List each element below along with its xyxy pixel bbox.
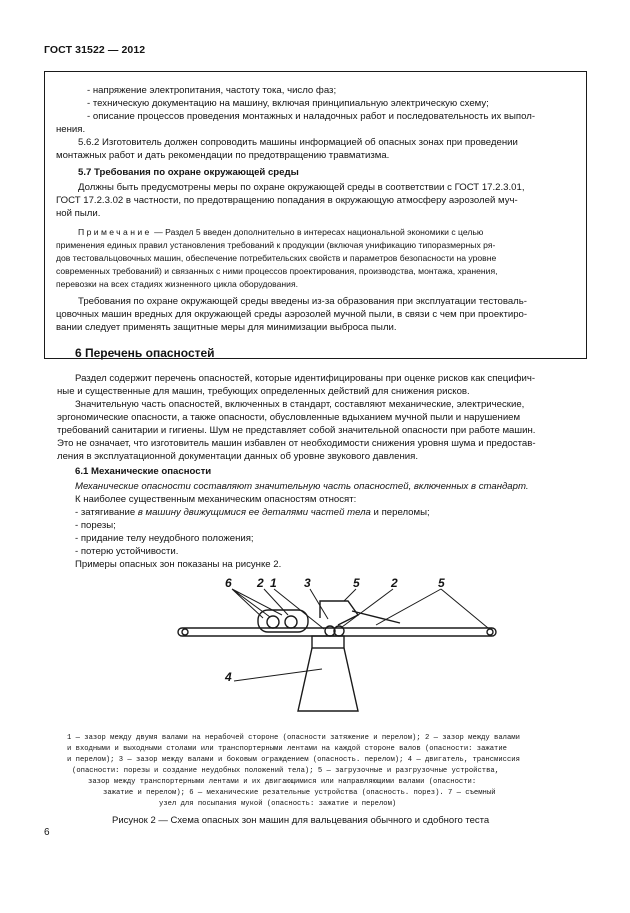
note-label: Примечание: [78, 227, 152, 237]
section-6-title: 6 Перечень опасностей: [75, 346, 215, 360]
leader-line-5: [344, 589, 356, 601]
leader-line-3: [310, 589, 328, 619]
note-line: дов тестовальцовочных машин, обеспечение потребительских свойств и параметров безопасности на уровне: [56, 253, 497, 263]
paragraph: Значительную часть опасностей, включенных в стандарт, составляют механические, электрические,: [75, 399, 525, 410]
clause-5-7-heading: 5.7 Требования по охране окружающей среды: [78, 167, 299, 178]
conveyor-roller-icon: [487, 629, 493, 635]
list-item-emphasis: в машину движущимися ее деталями частей тела: [137, 507, 371, 518]
list-item-text: - затягивание: [75, 507, 138, 518]
subsection-6-1-heading: 6.1 Механические опасности: [75, 466, 212, 477]
list-item: - потерю устойчивости.: [75, 546, 179, 557]
base-neck: [312, 636, 344, 648]
figure-reference: Примеры опасных зон показаны на рисунке 2.: [75, 559, 282, 570]
paragraph: Раздел содержит перечень опасностей, которые идентифицированы при оценке рисков как специфич-: [75, 373, 536, 384]
figure-legend-line: зажатие и перелом); 6 — механические резательные устройства (опасность. порез). 7 — съемный: [103, 789, 496, 797]
conveyor-table: [178, 628, 496, 636]
figure-legend-line: (опасности: порезы и создание неудобных положений тела); 5 — загрузочные и разгрузочные устройства,: [72, 767, 500, 775]
diagram-label: 2: [257, 576, 264, 590]
figure-legend-line: зазор между транспортерными лентами и их двигающимися или направляющими валами (опасности:: [88, 778, 477, 786]
feed-hopper: [320, 601, 358, 625]
motor-housing: [298, 648, 358, 711]
list-item: - порезы;: [75, 520, 116, 531]
paragraph: требований санитарии и гигиены. Шум не представляет собой значительной опасности при работе машин.: [57, 425, 536, 436]
clause-5-7-text: ной пыли.: [56, 208, 101, 219]
note-line: перевозки на всех стадиях жизненного цикла оборудования.: [56, 279, 299, 289]
figure-legend-line: и входными и выходными столами или транспортерными лентами на каждой стороне валов (опасности: зажатие: [67, 745, 507, 753]
diagram-label: 5: [353, 576, 360, 590]
list-item: - придание телу неудобного положения;: [75, 533, 254, 544]
page-number: 6: [44, 827, 50, 838]
note-line: применения единых правил установления требований к продукции (включая унификацию типоразмерных ря-: [56, 240, 496, 250]
list-item-text: и переломы;: [370, 507, 430, 518]
list-item: [75, 507, 430, 519]
paragraph: ления в эксплуатационной документации данных об уровне звукового давления.: [57, 451, 418, 462]
env-text: вании следует применять защитные меры для минимизации выброса пыли.: [56, 322, 397, 333]
diagram-label: 4: [225, 670, 232, 684]
leader-line-6: [232, 589, 282, 618]
env-text: Требования по охране окружающей среды введены из-за образования при эксплуатации тестоваль-: [78, 296, 527, 307]
paragraph: эргономические опасности, а также опасности, обусловленные вдыханием мучной пыли и нарушением: [57, 412, 521, 423]
diagram-label: 6: [225, 576, 232, 590]
figure-title: Рисунок 2 — Схема опасных зон машин для вальцевания обычного и сдобного теста: [112, 815, 490, 826]
clause-5-7-text: Должны быть предусмотрены меры по охране окружающей среды в соответствии с ГОСТ 17.2.3.01,: [78, 182, 525, 193]
figure-legend-line: и перелом); 3 — зазор между валами и боковым ограждением (опасность. перелом); 4 — двигатель, трансмиссия: [67, 756, 520, 764]
diagram-label: 1: [270, 576, 277, 590]
cutter-roll-icon: [285, 616, 297, 628]
clause-5-6-2-cont: монтажных работ и дать рекомендации по предотвращению травматизма.: [56, 150, 390, 161]
conveyor-roller-icon: [182, 629, 188, 635]
figure-legend-line: узел для посыпания мукой (опасность: зажатие и перелом): [159, 800, 397, 808]
italic-statement: Механические опасности составляют значительную часть опасностей, включенных в стандарт.: [75, 481, 529, 492]
clause-5-6-2: 5.6.2 Изготовитель должен сопроводить машины информацией об опасных зонах при проведении: [78, 137, 518, 148]
diagram-label: 3: [304, 576, 311, 590]
hazard-zone-diagram: [170, 573, 500, 723]
leader-line-4: [234, 669, 322, 681]
diagram-label: 2: [391, 576, 398, 590]
leader-line-5b: [376, 589, 488, 628]
leader-line-1: [274, 589, 324, 629]
env-text: цовочных машин вредных для окружающей среды аэрозолей мучной пыли, в связи с чем при проектиро-: [56, 309, 528, 320]
paragraph: ные и существенные для машин, требующих определенных действий для снижения рисков.: [57, 386, 470, 397]
clause-5-7-text: ГОСТ 17.2.3.02 в частности, по предотвращению попадания в окружающую атмосферу аэрозолей муч-: [56, 195, 518, 206]
diagram-label: 5: [438, 576, 445, 590]
box-line: - описание процессов проведения монтажных и наладочных работ и последовательность их выпол-: [87, 111, 536, 122]
paragraph: Это не означает, что изготовитель машин избавлен от необходимости снижения уровня шума и предостав-: [57, 438, 536, 449]
paragraph: К наиболее существенным механическим опасностям относят:: [75, 494, 357, 505]
box-line: - напряжение электропитания, частоту тока, число фаз;: [87, 85, 337, 96]
cutter-roll-icon: [267, 616, 279, 628]
note-line: современных требований) и связанных с ними процессов проектирования, производства, монтажа, хранения,: [56, 266, 498, 276]
document-header: ГОСТ 31522 — 2012: [44, 44, 146, 56]
note-line: [78, 226, 483, 238]
note-text: — Раздел 5 введен дополнительно в интересах национальной экономики с целью: [154, 227, 484, 237]
guide-plate: [352, 611, 400, 623]
leader-line-2: [264, 589, 288, 615]
box-line: - техническую документацию на машину, включая принципиальную электрическую схему;: [87, 98, 489, 109]
box-line: нения.: [56, 124, 86, 135]
figure-legend-line: 1 — зазор между двумя валами на нерабочей стороне (опасности затяжение и перелом); 2 — зазор между валами: [67, 734, 520, 742]
